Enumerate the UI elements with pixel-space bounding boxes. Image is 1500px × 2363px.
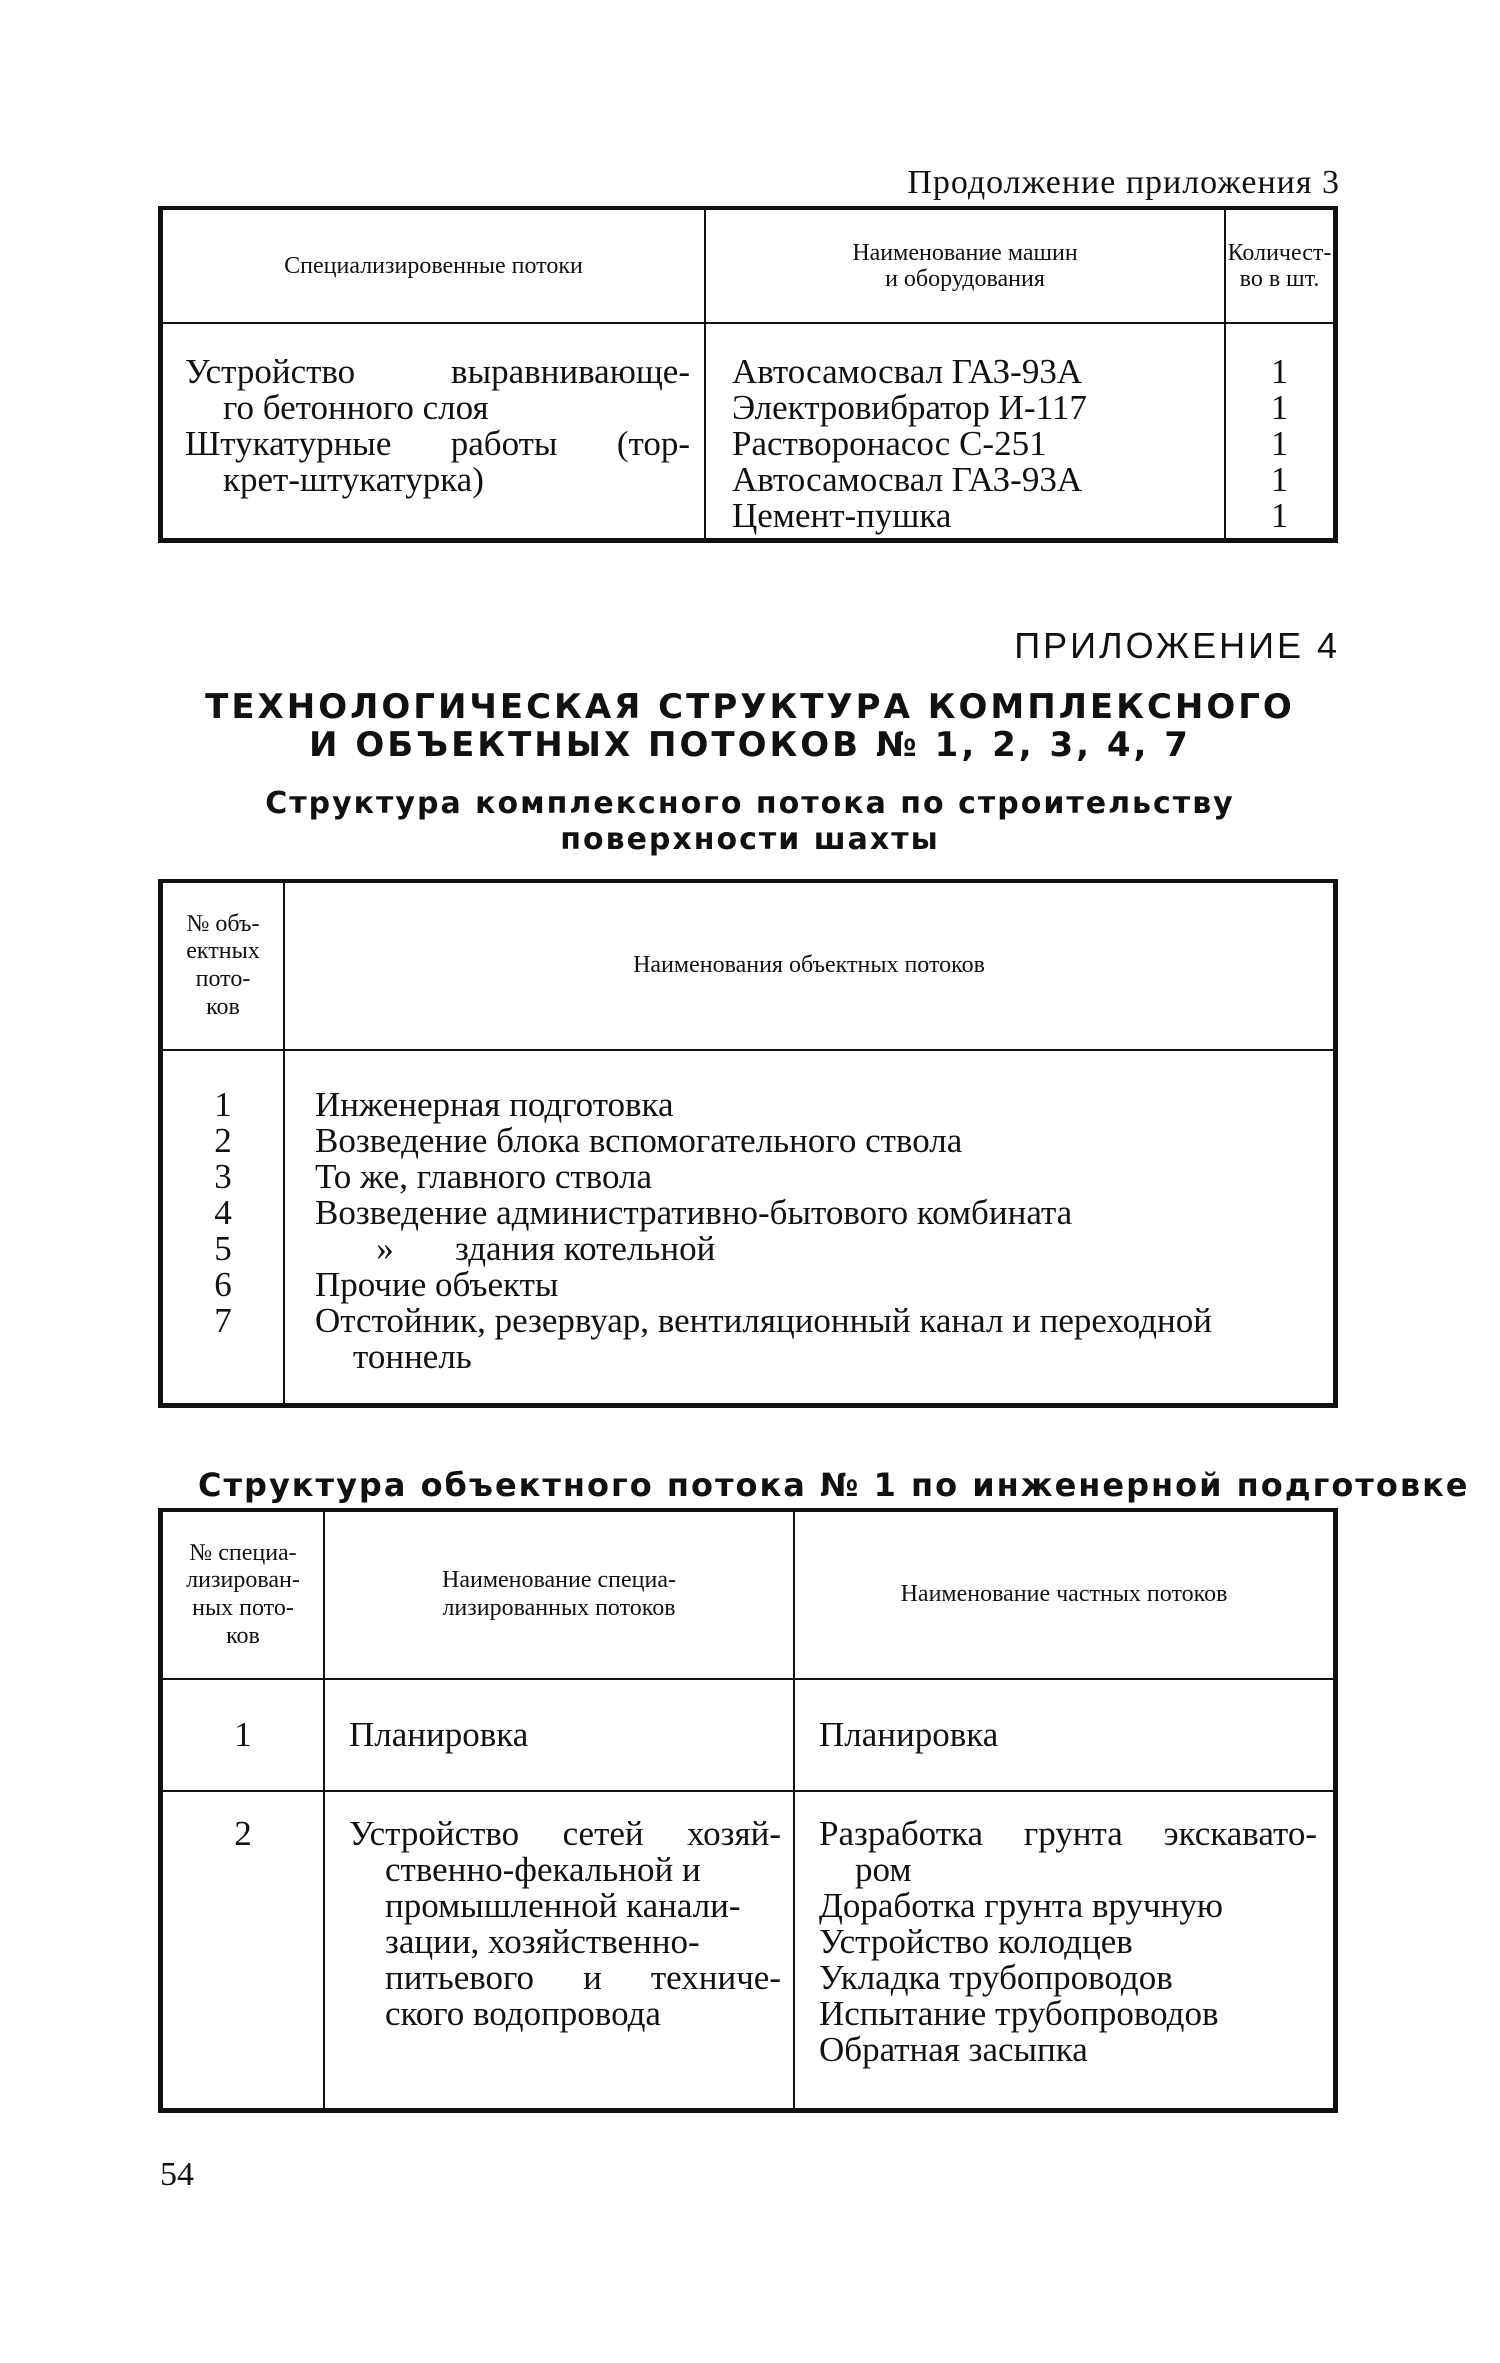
section-title: Структура объектного потока № 1 по инженерной подготовке (198, 1466, 1470, 1504)
header-specialized-flows: Специализировенные потоки (161, 208, 706, 323)
header-object-flow-names: Наименования объектных потоков (284, 881, 1336, 1050)
header-specialized-number: № специа- лизирован- ных пото- ков (161, 1510, 325, 1679)
cell-number: 2 (161, 1791, 325, 2111)
equipment-table (158, 206, 1338, 543)
table-row (161, 1791, 1336, 2111)
header-object-flow-number: № объ- ектных пото- ков (161, 881, 285, 1050)
header-quantity: Количест- во в шт. (1225, 208, 1336, 323)
header-specialized-names: Наименование специа- лизированных потоков (324, 1510, 794, 1679)
table-row (161, 1679, 1336, 1791)
appendix-label: ПРИЛОЖЕНИЕ 4 (1014, 625, 1340, 666)
cell-specialized-flows: Устройство выравнивающе- го бетонного слоя Штукатурные работы (тор- крет-штукатурка) (161, 323, 706, 541)
main-title: ТЕХНОЛОГИЧЕСКАЯ СТРУКТУРА КОМПЛЕКСНОГО И ОБЪЕКТНЫХ ПОТОКОВ № 1, 2, 3, 4, 7 (205, 687, 1295, 765)
table-header-row (161, 208, 1336, 323)
ditto-mark: » (376, 1229, 394, 1268)
cell-specialized: Планировка (324, 1679, 794, 1791)
subtitle: Структура комплексного потока по строительству поверхности шахты (265, 786, 1235, 857)
table-header-row (161, 1510, 1336, 1679)
cell-partial: Планировка (794, 1679, 1336, 1791)
header-partial-flows: Наименование частных потоков (794, 1510, 1336, 1679)
cell-flow-numbers: 1 2 3 4 5 6 7 (161, 1050, 285, 1406)
table-row (161, 323, 1336, 541)
object-flow-table (158, 1508, 1338, 2113)
cell-machines: Автосамосвал ГАЗ-93А Электровибратор И-117 Растворонасос С-251 Автосамосвал ГАЗ-93А Цемент-пушка (705, 323, 1225, 541)
cell-specialized: Устройство сетей хозяй- ственно-фекальной и промышленной канали- зации, хозяйственно- питьевого и техниче- ского водопровода (324, 1791, 794, 2111)
cell-quantities: 1 1 1 1 1 (1270, 352, 1289, 535)
cell-number: 1 (161, 1679, 325, 1791)
table-row (161, 1050, 1336, 1406)
header-machine-name: Наименование машин и оборудования (705, 208, 1225, 323)
page-number: 54 (160, 2156, 194, 2193)
table-header-row (161, 881, 1336, 1050)
continuation-note: Продолжение приложения 3 (907, 164, 1340, 201)
complex-flow-table (158, 879, 1338, 1408)
cell-flow-names: Инженерная подготовка Возведение блока вспомогательного ствола То же, главного ствола Возведение административно-бытового комбината » здания котельной Прочие объекты Отстойник, резервуар, вентиляционный канал и переходной тоннель (315, 1085, 1212, 1376)
cell-partial: Разработка грунта экскавато- ром Доработка грунта вручную Устройство колодцев Укладка трубопроводов Испытание трубопроводов Обратная засыпка (819, 1814, 1317, 2069)
